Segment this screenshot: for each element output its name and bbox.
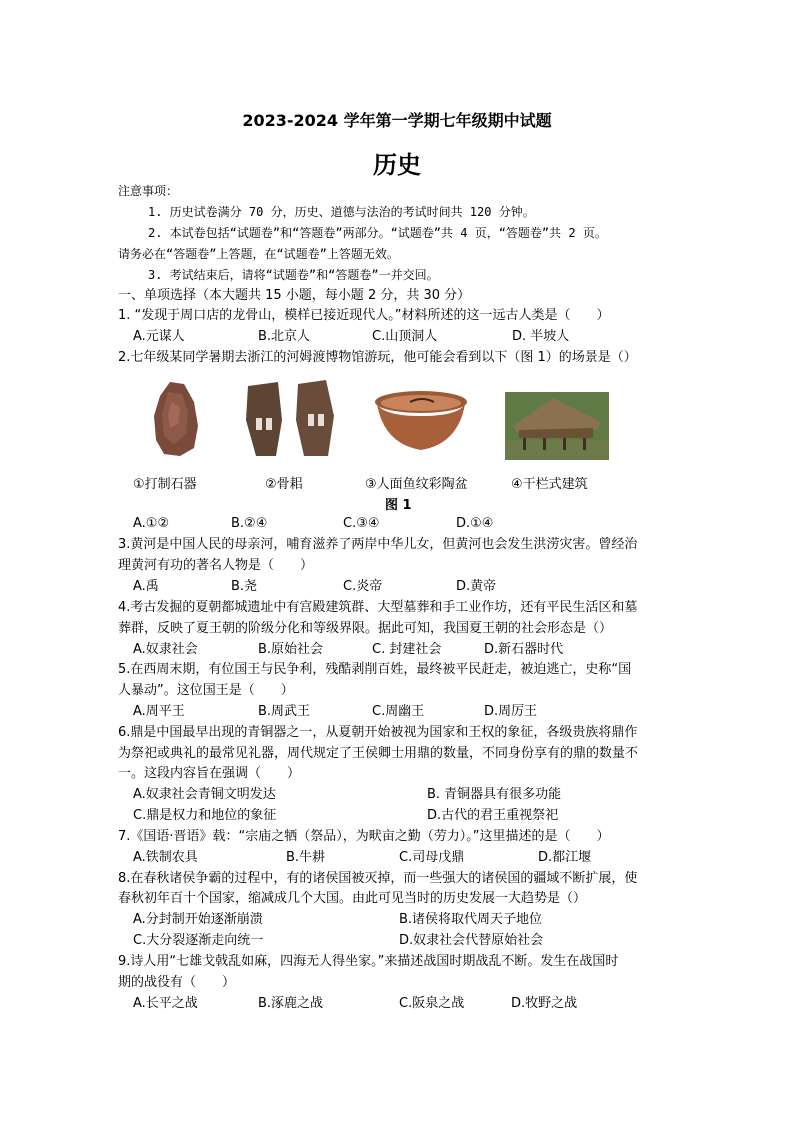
q7-option-b: B.牛耕 bbox=[286, 850, 326, 865]
question-8-cont: 春秋初年百十个国家，缩减成几个大国。由此可见当时的历史发展一大趋势是（） bbox=[118, 891, 587, 906]
question-3-cont: 理黄河有功的著名人物是（ ） bbox=[118, 558, 314, 573]
question-6: 6.鼎是中国最早出现的青铜器之一，从夏朝开始被视为国家和王权的象征，各级贵族将鼎作 bbox=[118, 725, 638, 740]
q4-option-b: B.原始社会 bbox=[258, 642, 324, 657]
stilt-house-image bbox=[505, 392, 609, 460]
question-4: 4.考古发掘的夏朝都城遗址中有宫殿建筑群、大型墓葬和手工业作坊，还有平民生活区和墓 bbox=[118, 600, 638, 615]
question-9: 9.诗人用“七雄戈戟乱如麻，四海无人得坐家。”来描述战国时期战乱不断。发生在战国时 bbox=[118, 954, 619, 969]
q8-option-c: C.大分裂逐渐走向统一 bbox=[133, 933, 264, 948]
question-4-cont: 葬群，反映了夏王朝的阶级分化和等级界限。据此可知，我国夏王朝的社会形态是（） bbox=[118, 621, 613, 636]
q9-option-b: B.涿鹿之战 bbox=[258, 996, 324, 1011]
figure-caption-2: ②骨耜 bbox=[265, 477, 303, 492]
figure-caption-1: ①打制石器 bbox=[133, 477, 197, 492]
question-3: 3.黄河是中国人民的母亲河，哺育滋养了两岸中华儿女，但黄河也会发生洪涝灾害。曾经治 bbox=[118, 537, 638, 552]
q6-option-b: B. 青铜器具有很多功能 bbox=[427, 787, 562, 802]
q7-option-d: D.都江堰 bbox=[538, 850, 592, 865]
q2-option-b: B.②④ bbox=[231, 516, 268, 531]
note-2: 2. 本试卷包括“试题卷”和“答题卷”两部分。“试题卷”共 4 页，“答题卷”共 2 页。 bbox=[148, 226, 607, 240]
question-7: 7.《国语·晋语》载：“宗庙之牺（祭品），为畎亩之勤（劳力）。”这里描述的是（ ） bbox=[118, 829, 610, 844]
q1-option-a: A.元谋人 bbox=[133, 329, 185, 344]
q6-option-d: D.古代的君王重视祭祀 bbox=[427, 808, 559, 823]
figure-label: 图 1 bbox=[385, 498, 412, 513]
question-6-cont-1: 为祭祀或典礼的最常见礼器，周代规定了王侯卿士用鼎的数量，不同身份享有的鼎的数量不 bbox=[118, 746, 639, 761]
q7-option-a: A.铁制农具 bbox=[133, 850, 198, 865]
figure-caption-4: ④干栏式建筑 bbox=[511, 477, 588, 492]
q3-option-d: D.黄帝 bbox=[456, 579, 497, 594]
question-1: 1. “发现于周口店的龙骨山，模样已接近现代人。”材料所述的这一远古人类是（ ） bbox=[118, 308, 610, 323]
q9-option-d: D.牧野之战 bbox=[511, 996, 578, 1011]
question-9-cont: 期的战役有（ ） bbox=[118, 975, 236, 990]
q9-option-c: C.阪泉之战 bbox=[399, 996, 465, 1011]
figure-caption-3: ③人面鱼纹彩陶盆 bbox=[365, 477, 468, 492]
q5-option-b: B.周武王 bbox=[258, 704, 311, 719]
q7-option-c: C.司母戊鼎 bbox=[399, 850, 465, 865]
q2-option-a: A.①② bbox=[133, 516, 170, 531]
q1-option-c: C.山顶洞人 bbox=[372, 329, 438, 344]
q3-option-a: A.禹 bbox=[133, 579, 159, 594]
q5-option-c: C.周幽王 bbox=[372, 704, 425, 719]
section-heading: 一、单项选择（本大题共 15 小题，每小题 2 分，共 30 分） bbox=[118, 288, 471, 303]
q5-option-a: A.周平王 bbox=[133, 704, 185, 719]
question-2: 2.七年级某同学暑期去浙江的河姆渡博物馆游玩，他可能会看到以下（图 1）的场景是（） bbox=[118, 350, 637, 365]
painted-pottery-basin-image bbox=[372, 388, 470, 452]
note-2-cont: 请务必在“答题卷”上答题，在“试题卷”上答题无效。 bbox=[118, 247, 399, 261]
q2-option-c: C.③④ bbox=[343, 516, 380, 531]
q1-option-d: D. 半坡人 bbox=[512, 329, 570, 344]
q8-option-b: B.诸侯将取代周天子地位 bbox=[399, 912, 543, 927]
bone-spade-image bbox=[242, 380, 338, 458]
q2-option-d: D.①④ bbox=[456, 516, 494, 531]
notes-heading: 注意事项： bbox=[118, 184, 179, 198]
question-5: 5.在西周末期，有位国王与民争利，残酷剥削百姓，最终被平民赶走，被迫逃亡，史称“国 bbox=[118, 662, 632, 677]
stone-tool-image bbox=[148, 378, 204, 458]
note-1: 1. 历史试卷满分 70 分，历史、道德与法治的考试时间共 120 分钟。 bbox=[148, 205, 535, 219]
q6-option-a: A.奴隶社会青铜文明发达 bbox=[133, 787, 276, 802]
q4-option-d: D.新石器时代 bbox=[484, 642, 564, 657]
q6-option-c: C.鼎是权力和地位的象征 bbox=[133, 808, 277, 823]
q1-option-b: B.北京人 bbox=[258, 329, 311, 344]
q8-option-d: D.奴隶社会代替原始社会 bbox=[399, 933, 544, 948]
q8-option-a: A.分封制开始逐渐崩溃 bbox=[133, 912, 263, 927]
exam-title: 2023-2024 学年第一学期七年级期中试题 bbox=[242, 111, 552, 130]
q9-option-a: A.长平之战 bbox=[133, 996, 198, 1011]
subject-title: 历史 bbox=[373, 150, 421, 179]
q3-option-b: B.尧 bbox=[231, 579, 258, 594]
question-5-cont: 人暴动”。这位国王是（ ） bbox=[118, 683, 294, 698]
q5-option-d: D.周厉王 bbox=[484, 704, 538, 719]
q4-option-a: A.奴隶社会 bbox=[133, 642, 198, 657]
note-3: 3. 考试结束后，请将“试题卷”和“答题卷”一并交回。 bbox=[148, 268, 439, 282]
question-8: 8.在春秋诸侯争霸的过程中，有的诸侯国被灭掉，而一些强大的诸侯国的疆域不断扩展，使 bbox=[118, 871, 638, 886]
q4-option-c: C. 封建社会 bbox=[372, 642, 442, 657]
q3-option-c: C.炎帝 bbox=[343, 579, 383, 594]
question-6-cont-2: 一。这段内容旨在强调（ ） bbox=[118, 766, 301, 781]
